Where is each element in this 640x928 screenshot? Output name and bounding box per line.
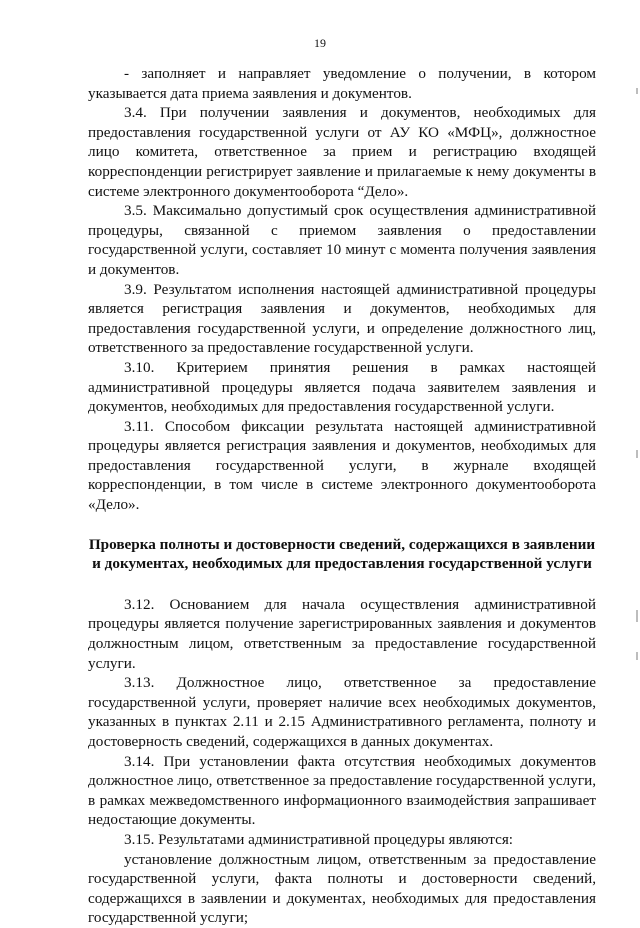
section-heading: Проверка полноты и достоверности сведений, содержащихся в заявлении и документах, необходимых для предоставления государственной услуги (88, 535, 596, 573)
paragraph-3-14: 3.14. При установлении факта отсутствия необходимых документов должностное лицо, ответственное за предоставление государственной услуги, в рамках межведомственного информационного взаимодействия запрашивает недостающие документы. (88, 752, 596, 829)
paragraph-3-15: 3.15. Результатами административной процедуры являются: (124, 830, 514, 848)
paragraph-3-11: 3.11. Способом фиксации результата настоящей административной процедуры является регистрация заявления и документов, необходимых для предоставления государственной услуги, в журнале входящей корреспонденции, в том числе в системе электронного документооборота «Дело». (88, 417, 596, 514)
scan-edge-mark (636, 652, 638, 660)
scan-edge-mark (636, 610, 638, 622)
paragraph-3-10: 3.10. Критерием принятия решения в рамках настоящей административной процедуры является подача заявителем заявления и документов, необходимых для предоставления государственной услуги. (88, 358, 596, 416)
paragraph-3-4: 3.4. При получении заявления и документов, необходимых для предоставления государственной услуги от АУ КО «МФЦ», должностное лицо комитета, ответственное за прием и регистрацию входящей корреспонденции регистрирует заявление и прилагаемые к нему документы в системе электронного документооборота “Дело». (88, 104, 596, 200)
document-body (88, 64, 596, 928)
paragraph-result-item: установление должностным лицом, ответственным за предоставление государственной услуги, факта полноты и достоверности сведений, содержащихся в заявлении и документах, необходимых для предоставления государственной услуги; (88, 850, 596, 927)
scan-edge-mark (636, 88, 638, 94)
paragraph-3-12: 3.12. Основанием для начала осуществления административной процедуры является получение зарегистрированных заявления и документов должностным лицом, ответственным за предоставление государственной услуги. (88, 595, 596, 672)
page-number: 19 (314, 36, 326, 50)
paragraph-3-13: 3.13. Должностное лицо, ответственное за предоставление государственной услуги, проверяет наличие всех необходимых документов, указанных в пунктах 2.11 и 2.15 Административного регламента, полноту и достоверность сведений, содержащихся в данных документах. (88, 674, 596, 750)
paragraph-3-9: 3.9. Результатом исполнения настоящей административной процедуры является регистрация заявления и документов, необходимых для предоставления государственной услуги, и определение должностного лиц, ответственного за предоставление государственной услуги. (88, 280, 596, 357)
scan-edge-mark (636, 450, 638, 458)
paragraph-notification: - заполняет и направляет уведомление о получении, в котором указывается дата приема заявления и документов. (88, 65, 596, 102)
paragraph-3-5: 3.5. Максимально допустимый срок осуществления административной процедуры, связанной с приемом заявления о предоставлении государственной услуги, составляет 10 минут с момента получения заявления и документов. (88, 202, 596, 278)
